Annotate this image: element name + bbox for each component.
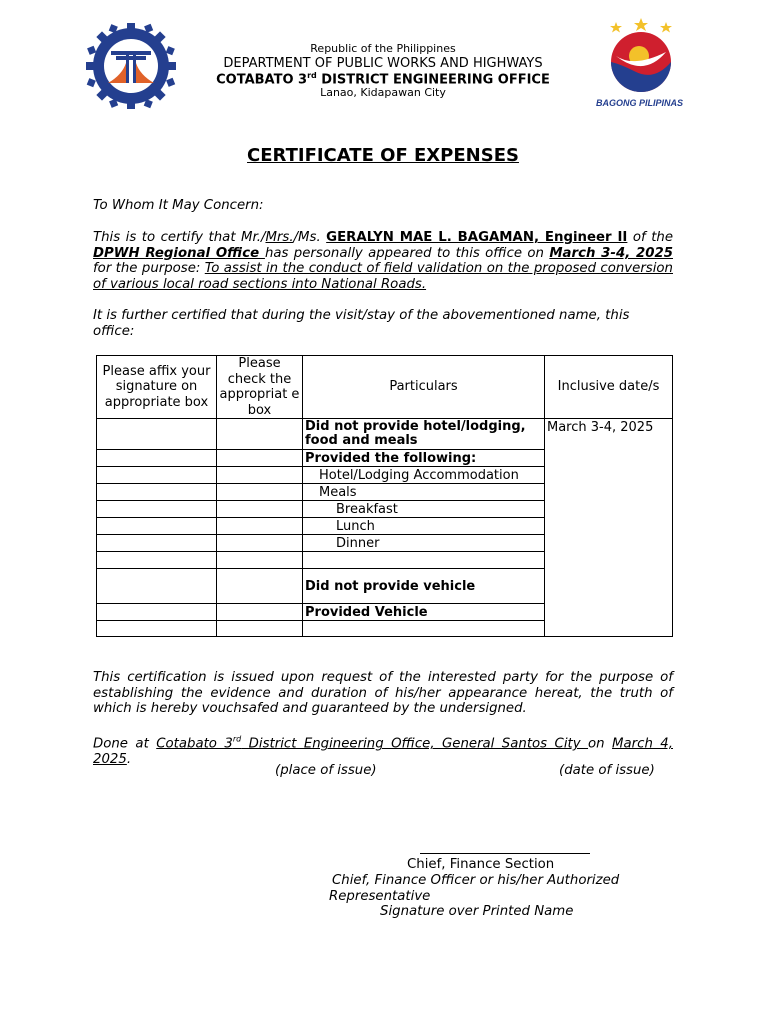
particular-cell: Meals	[303, 484, 545, 501]
particular-cell: Provided the following:	[303, 450, 545, 467]
signature-box[interactable]	[97, 467, 217, 484]
header-check: Please check the appropriat e box	[217, 356, 303, 419]
department-line: DEPARTMENT OF PUBLIC WORKS AND HIGHWAYS	[223, 56, 543, 71]
dpwh-logo	[86, 23, 176, 109]
visit-date: March 3-4, 2025	[549, 245, 673, 261]
check-box[interactable]	[217, 467, 303, 484]
issuance-paragraph: This certification is issued upon request of the interested party for the purpose of establishing the evidence and duration of his/her appearance hereat, the truth of which is hereby vouchsafed and guaranteed by the undersigned.	[93, 670, 673, 716]
document-title: CERTIFICATE OF EXPENSES	[247, 145, 519, 166]
check-box[interactable]	[217, 419, 303, 450]
particular-cell: Provided Vehicle	[303, 604, 545, 621]
date-of-issue: March 4, 2025	[93, 736, 673, 767]
check-box[interactable]	[217, 604, 303, 621]
signature-box[interactable]	[97, 604, 217, 621]
check-box[interactable]	[217, 535, 303, 552]
signature-caption: Signature over Printed Name	[380, 904, 574, 919]
signature-box[interactable]	[97, 621, 217, 637]
bagong-pilipinas-logo	[594, 16, 688, 108]
particular-cell	[303, 621, 545, 637]
check-box[interactable]	[217, 501, 303, 518]
republic-line: Republic of the Philippines	[310, 42, 456, 55]
table-row	[97, 419, 673, 450]
date-of-issue-label: (date of issue)	[559, 763, 655, 778]
header-signature: Please affix your signature on appropriate box	[97, 356, 217, 419]
header-dates: Inclusive date/s	[545, 356, 673, 419]
employee-name: GERALYN MAE L. BAGAMAN, Engineer II	[326, 230, 628, 245]
signature-line	[420, 853, 590, 854]
inclusive-date-cell: March 3-4, 2025	[545, 419, 673, 637]
signature-box[interactable]	[97, 501, 217, 518]
address-line: Lanao, Kidapawan City	[320, 86, 446, 99]
particular-cell: Did not provide hotel/lodging, food and meals	[303, 419, 545, 450]
place-of-issue: Cotabato 3	[156, 736, 233, 752]
place-of-issue-label: (place of issue)	[275, 763, 377, 778]
table-header-row	[97, 356, 673, 419]
signatory-title: Chief, Finance Section	[407, 857, 555, 872]
particular-cell: Hotel/Lodging Accommodation	[303, 467, 545, 484]
particular-cell	[303, 552, 545, 569]
signature-box[interactable]	[97, 419, 217, 450]
expenses-table	[96, 355, 673, 637]
signatory-role: Chief, Finance Officer or his/her Authorized Representative	[329, 873, 620, 904]
check-box[interactable]	[217, 569, 303, 604]
check-box[interactable]	[217, 518, 303, 535]
particular-cell: Lunch	[303, 518, 545, 535]
further-certified-paragraph: It is further certified that during the visit/stay of the abovementioned name, this office:	[93, 308, 630, 339]
signature-box[interactable]	[97, 518, 217, 535]
check-box[interactable]	[217, 621, 303, 637]
signature-box[interactable]	[97, 569, 217, 604]
header-particulars: Particulars	[303, 356, 545, 419]
bagong-pilipinas-text: BAGONG PILIPINAS	[596, 98, 684, 108]
check-box[interactable]	[217, 552, 303, 569]
check-box[interactable]	[217, 484, 303, 501]
signature-box[interactable]	[97, 552, 217, 569]
certification-paragraph: This is to certify that Mr./Mrs./Ms. GERALYN MAE L. BAGAMAN, Engineer II of the DPWH Regional Office has personally appeared to this office on March 3-4, 2025 for the purpose: To assist in the conduct of field validation on the proposed conversion of various local road sections into National Roads.	[93, 230, 674, 292]
particular-cell: Breakfast	[303, 501, 545, 518]
purpose-text: To assist in the conduct of field validation on the proposed conversion of various local road sections into National Roads.	[93, 261, 673, 292]
signature-box[interactable]	[97, 450, 217, 467]
done-at-paragraph: Done at Cotabato 3rd District Engineering Office, General Santos City on March 4, 2025.	[93, 735, 673, 767]
particular-cell: Did not provide vehicle	[303, 569, 545, 604]
signature-box[interactable]	[97, 484, 217, 501]
particular-cell: Dinner	[303, 535, 545, 552]
check-box[interactable]	[217, 450, 303, 467]
office-line: COTABATO 3rd DISTRICT ENGINEERING OFFICE	[216, 71, 550, 88]
salutation: To Whom It May Concern:	[93, 198, 264, 213]
office-name: DPWH Regional Office	[93, 245, 265, 261]
signature-box[interactable]	[97, 535, 217, 552]
